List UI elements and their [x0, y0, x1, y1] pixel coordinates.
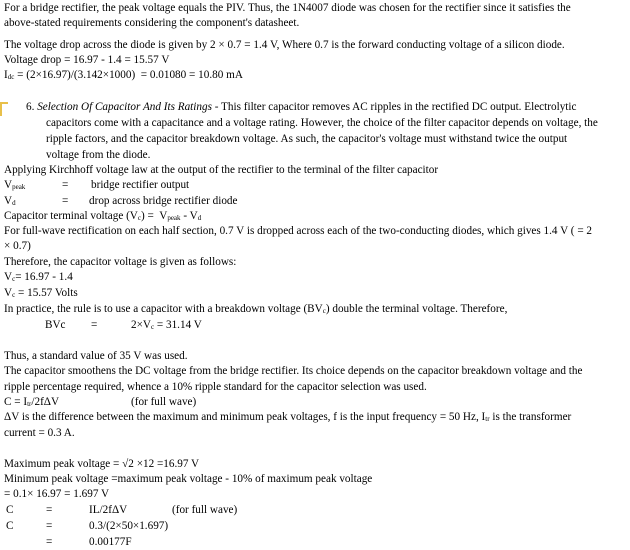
p1-voltage-drop: Voltage drop = 16.97 - 1.4 = 15.57 V [4, 54, 170, 66]
p1-line1: For a bridge rectifier, the peak voltage equals the PIV. Thus, the 1N4007 diode was chosen for the rectifier since it satisfies the [4, 2, 571, 14]
sec6-title: Selection Of Capacitor And Its Ratings [37, 101, 212, 113]
calc-row3-eq: = [46, 536, 53, 548]
std-dv-line2: current = 0.3 A. [4, 427, 75, 439]
comment-marker-icon [0, 102, 8, 116]
sec6-line4: voltage from the diode. [46, 149, 151, 161]
p1-line2: above-stated requirements considering the component's datasheet. [4, 17, 300, 29]
calc-row1-expr: IL/2fΔV [89, 504, 128, 516]
std-c-formula: C = Itr/2fΔV [4, 396, 60, 408]
sec6-line1: 6. Selection Of Capacitor And Its Ratings - This filter capacitor removes AC ripples in the rectified DC output. Electrolytic [26, 101, 577, 113]
fw-line1: For full-wave rectification on each half section, 0.7 V is dropped across each of the two-conducting diodes, which gives 1.4 V ( = 2 [4, 225, 593, 237]
calc-row3-expr: 0.00177F [89, 536, 132, 548]
kvl-vpeak-desc: bridge rectifier output [91, 179, 190, 191]
std-line2: The capacitor smoothens the DC voltage from the bridge rectifier. Its choice depends on the capacitor breakdown voltage and the [4, 365, 583, 377]
calc-row2-expr: 0.3/(2×50×1.697) [89, 520, 169, 532]
fw-practice: In practice, the rule is to use a capacitor with a breakdown voltage (BVc) double the terminal voltage. Therefore, [4, 303, 508, 315]
std-c-note: (for full wave) [131, 396, 197, 408]
fw-line2: × 0.7) [4, 240, 31, 252]
calc-row1-note: (for full wave) [172, 504, 238, 516]
calc-row1-c: C [6, 504, 14, 516]
kvl-vd-eq: = [62, 195, 69, 207]
sec6-line2: capacitors come with a capacitance and a voltage rating. However, the choice of the filter capacitor depends on voltage, the [46, 117, 598, 129]
kvl-capacitor-terminal: Capacitor terminal voltage (Vc) = Vpeak - Vd [4, 210, 202, 222]
calc-row1-eq: = [46, 504, 53, 516]
sec6-line3: ripple factors, and the capacitor breakdown voltage. As such, the capacitor's voltage must withstand twice the output [46, 133, 568, 145]
kvl-vd-sym: Vd [4, 195, 16, 207]
kvl-intro: Applying Kirchhoff voltage law at the output of the rectifier to the terminal of the filter capacitor [4, 164, 439, 176]
calc-min-peak: Minimum peak voltage =maximum peak voltage - 10% of maximum peak voltage [4, 473, 373, 485]
p1-line3: The voltage drop across the diode is given by 2 × 0.7 = 1.4 V, Where 0.7 is the forward conducting voltage of a silicon diode. [4, 39, 565, 51]
fw-bvc-lhs: BVc [45, 319, 66, 331]
calc-row2-c: C [6, 520, 14, 532]
fw-vc-eq2: Vc = 15.57 Volts [4, 287, 78, 299]
calc-max-peak: Maximum peak voltage = √2 ×12 =16.97 V [4, 458, 200, 470]
fw-line3: Therefore, the capacitor voltage is given as follows: [4, 256, 237, 268]
fw-vc-eq1: Vc= 16.97 - 1.4 [4, 271, 73, 283]
std-dv-line1: ΔV is the difference between the maximum and minimum peak voltages, f is the input frequency = 50 Hz, Itr is the transformer [4, 411, 572, 423]
kvl-vd-desc: drop across bridge rectifier diode [89, 195, 238, 207]
std-line1: Thus, a standard value of 35 V was used. [4, 350, 188, 362]
calc-row2-eq: = [46, 520, 53, 532]
kvl-vpeak-eq: = [62, 179, 69, 191]
p1-idc: Idc = (2×16.97)/(3.142×1000) = 0.01080 = 10.80 mA [4, 69, 243, 81]
fw-bvc-eq: = [91, 319, 98, 331]
fw-bvc-rhs: 2×Vc = 31.14 V [131, 319, 202, 331]
std-line3: ripple percentage required, whence a 10% ripple standard for the capacitor selection was used. [4, 381, 427, 393]
calc-min-peak-value: = 0.1× 16.97 = 1.697 V [4, 488, 110, 500]
kvl-vpeak-sym: Vpeak [4, 179, 26, 191]
